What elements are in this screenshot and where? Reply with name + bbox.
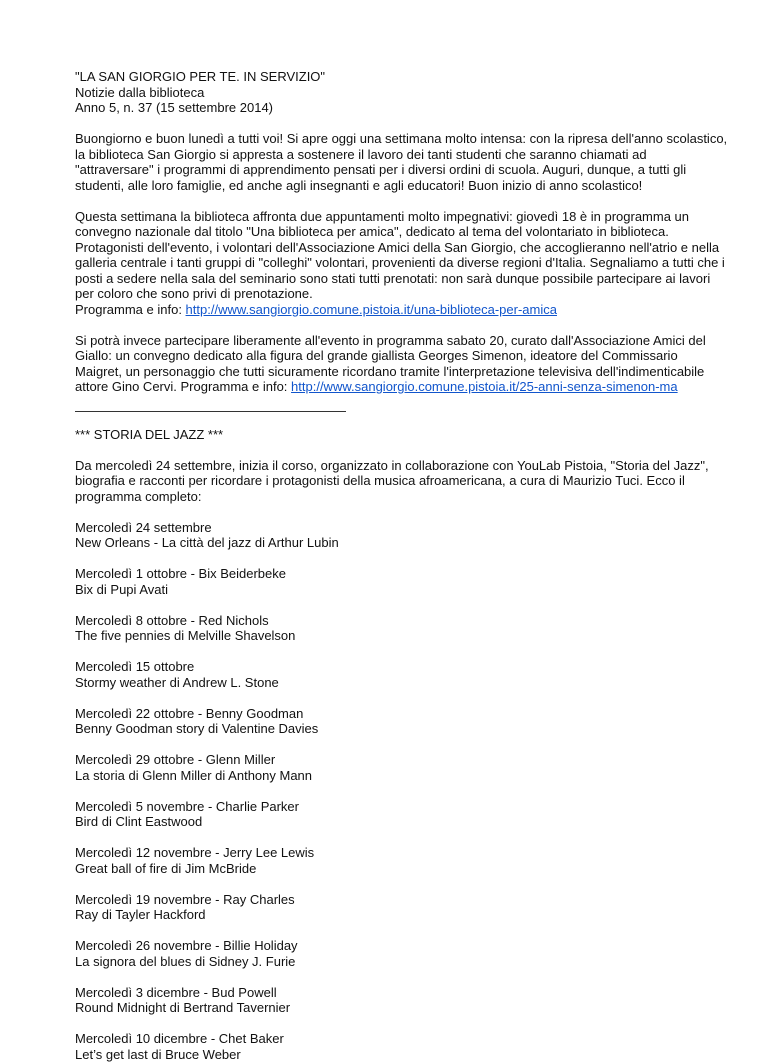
session-film: La storia di Glenn Miller di Anthony Mann [75,768,728,784]
session-date: Mercoledì 10 dicembre - Chet Baker [75,1031,728,1047]
session-film: The five pennies di Melville Shavelson [75,628,728,644]
session-date: Mercoledì 26 novembre - Billie Holiday [75,938,728,954]
session-date: Mercoledì 29 ottobre - Glenn Miller [75,752,728,768]
jazz-heading: *** STORIA DEL JAZZ *** [75,427,728,443]
jazz-session [75,752,728,783]
session-film: Great ball of fire di Jim McBride [75,861,728,877]
event1-text: Questa settimana la biblioteca affronta due appuntamenti molto impegnativi: giovedì 18 è in programma un convegno nazionale dal titolo "Una biblioteca per amica", dedicato al tema del volontariato in biblioteca. Protagonisti dell'evento, i volontari dell'Associazione Amici della San Giorgio, che accoglieranno nell'atrio e nella galleria centrale i tanti gruppi di "colleghi" volontari, provenienti da diverse regioni d'Italia. Segnaliamo a tutti che i posti a sedere nella sala del seminario sono stati tutti prenotati: non sarà dunque possibile partecipare ai lavori per coloro che sono privi di prenotazione. [75,209,725,302]
jazz-schedule [75,520,728,1062]
session-date: Mercoledì 22 ottobre - Benny Goodman [75,706,728,722]
section-divider [75,411,346,412]
intro-paragraph: Buongiorno e buon lunedì a tutti voi! Si apre oggi una settimana molto intensa: con la ripresa dell'anno scolastico, la biblioteca San Giorgio si appresta a sostenere il lavoro dei tanti studenti che saranno chiamati ad "attraversare" i programmi di apprendimento pensati per i diversi ordini di scuola. Auguri, dunque, a tutti gli studenti, alle loro famiglie, ed anche agli insegnanti e agli educatori! Buon inizio di anno scolastico! [75,131,728,193]
session-film: Bird di Clint Eastwood [75,814,728,830]
session-film: Bix di Pupi Avati [75,582,728,598]
session-date: Mercoledì 8 ottobre - Red Nichols [75,613,728,629]
event1-paragraph [75,209,728,318]
session-date: Mercoledì 19 novembre - Ray Charles [75,892,728,908]
session-film: Stormy weather di Andrew L. Stone [75,675,728,691]
event2-link[interactable]: http://www.sangiorgio.comune.pistoia.it/25-anni-senza-simenon-ma [291,379,678,394]
jazz-session [75,659,728,690]
session-date: Mercoledì 12 novembre - Jerry Lee Lewis [75,845,728,861]
session-date: Mercoledì 1 ottobre - Bix Beiderbeke [75,566,728,582]
event1-info-label: Programma e info: [75,302,186,317]
jazz-session [75,706,728,737]
session-date: Mercoledì 15 ottobre [75,659,728,675]
jazz-session [75,566,728,597]
newsletter-header [75,69,728,116]
session-film: Let’s get last di Bruce Weber [75,1047,728,1062]
jazz-session [75,985,728,1016]
session-film: Ray di Tayler Hackford [75,907,728,923]
jazz-session [75,613,728,644]
newsletter-title: "LA SAN GIORGIO PER TE. IN SERVIZIO" [75,69,728,85]
jazz-session [75,892,728,923]
event1-link[interactable]: http://www.sangiorgio.comune.pistoia.it/una-biblioteca-per-amica [186,302,557,317]
session-date: Mercoledì 5 novembre - Charlie Parker [75,799,728,815]
jazz-session [75,1031,728,1062]
jazz-session [75,520,728,551]
session-date: Mercoledì 3 dicembre - Bud Powell [75,985,728,1001]
event2-paragraph [75,333,728,395]
jazz-session [75,845,728,876]
newsletter-subtitle: Notizie dalla biblioteca [75,85,728,101]
session-film: New Orleans - La città del jazz di Arthur Lubin [75,535,728,551]
jazz-intro: Da mercoledì 24 settembre, inizia il corso, organizzato in collaborazione con YouLab Pistoia, "Storia del Jazz", biografia e racconti per ricordare i protagonisti della musica afroamericana, a cura di Maurizio Tuci. Ecco il programma completo: [75,458,728,505]
session-date: Mercoledì 24 settembre [75,520,728,536]
jazz-session [75,799,728,830]
session-film: Round Midnight di Bertrand Tavernier [75,1000,728,1016]
event2-text: Si potrà invece partecipare liberamente all'evento in programma sabato 20, curato dall'Associazione Amici del Giallo: un convegno dedicato alla figura del grande giallista Georges Simenon, ideatore del Commissario Maigret, un personaggio che tutti sicuramente ricordano tramite l'interpretazione televisiva dell'indimenticabile attore Gino Cervi. Programma e info: [75,333,706,395]
issue-info: Anno 5, n. 37 (15 settembre 2014) [75,100,728,116]
jazz-session [75,938,728,969]
session-film: La signora del blues di Sidney J. Furie [75,954,728,970]
session-film: Benny Goodman story di Valentine Davies [75,721,728,737]
